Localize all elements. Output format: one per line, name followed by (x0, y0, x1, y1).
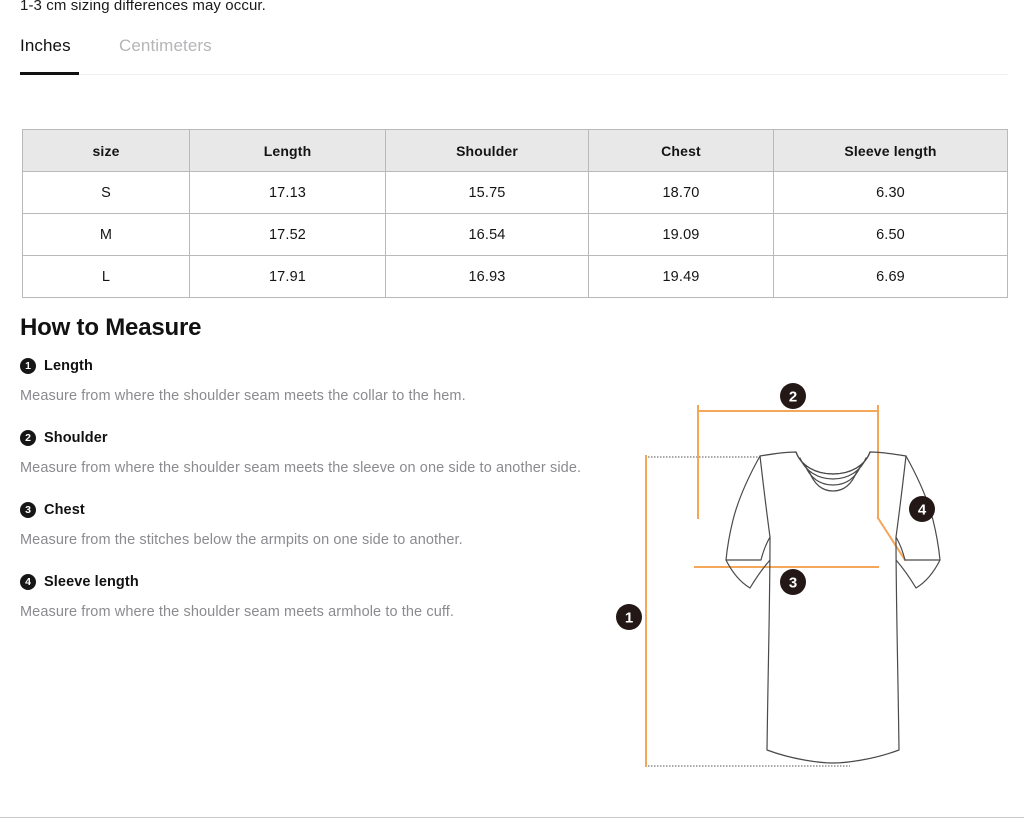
cell-chest: 19.09 (589, 214, 774, 256)
measure-item-description: Measure from where the shoulder seam meets the collar to the hem. (20, 388, 466, 404)
tab-inches[interactable]: Inches (20, 34, 71, 58)
measure-item-label: Length (44, 358, 93, 374)
cell-size: M (23, 214, 190, 256)
size-chart-table (22, 129, 1008, 298)
measure-item-chest (20, 500, 640, 550)
cell-size: L (23, 256, 190, 298)
unit-tabs (20, 34, 1008, 76)
tshirt-outline (726, 452, 940, 763)
cell-chest: 19.49 (589, 256, 774, 298)
table-row (23, 214, 1008, 256)
measure-item-heading (20, 428, 640, 448)
column-header-shoulder: Shoulder (386, 130, 589, 172)
active-tab-underline (20, 72, 79, 75)
marker-1-icon (616, 604, 642, 630)
how-to-measure-heading: How to Measure (20, 314, 202, 341)
measure-item-description: Measure from the stitches below the armpits on one side to another. (20, 532, 463, 548)
cell-shoulder: 16.54 (386, 214, 589, 256)
column-header-chest: Chest (589, 130, 774, 172)
marker-3-icon (780, 569, 806, 595)
svg-text:4: 4 (917, 501, 927, 519)
measure-item-description: Measure from where the shoulder seam meets the sleeve on one side to another side. (20, 460, 582, 476)
measure-item-label: Chest (44, 502, 85, 518)
cell-length: 17.52 (190, 214, 386, 256)
table-header-row (23, 130, 1008, 172)
cell-length: 17.91 (190, 256, 386, 298)
measure-item-label: Shoulder (44, 430, 108, 446)
measure-item-shoulder (20, 428, 640, 478)
svg-text:1: 1 (624, 609, 634, 627)
cell-chest: 18.70 (589, 172, 774, 214)
measure-item-length (20, 356, 640, 406)
number-badge-3-icon: 3 (20, 502, 36, 518)
sizing-notice: 1-3 cm sizing differences may occur. (20, 0, 266, 14)
cell-sleeve: 6.69 (774, 256, 1008, 298)
measure-item-heading (20, 500, 640, 520)
marker-2-icon (780, 383, 806, 409)
measure-item-heading (20, 356, 640, 376)
column-header-length: Length (190, 130, 386, 172)
cell-sleeve: 6.50 (774, 214, 1008, 256)
number-badge-1-icon: 1 (20, 358, 36, 374)
measure-instructions-list (20, 356, 640, 644)
table-row (23, 256, 1008, 298)
marker-4-icon (909, 496, 935, 522)
number-badge-2-icon: 2 (20, 430, 36, 446)
cell-length: 17.13 (190, 172, 386, 214)
cell-shoulder: 16.93 (386, 256, 589, 298)
tab-centimeters[interactable]: Centimeters (119, 34, 212, 58)
measure-item-description: Measure from where the shoulder seam meets armhole to the cuff. (20, 604, 454, 620)
cell-sleeve: 6.30 (774, 172, 1008, 214)
tabs-divider (20, 74, 1008, 75)
number-badge-4-icon: 4 (20, 574, 36, 590)
svg-text:2: 2 (788, 388, 798, 406)
tshirt-measurement-diagram (600, 370, 1000, 790)
cell-size: S (23, 172, 190, 214)
measure-item-sleeve-length (20, 572, 640, 622)
measure-item-label: Sleeve length (44, 574, 139, 590)
table-row (23, 172, 1008, 214)
column-header-sleeve-length: Sleeve length (774, 130, 1008, 172)
measure-item-heading (20, 572, 640, 592)
column-header-size: size (23, 130, 190, 172)
cell-shoulder: 15.75 (386, 172, 589, 214)
svg-text:3: 3 (788, 574, 798, 592)
